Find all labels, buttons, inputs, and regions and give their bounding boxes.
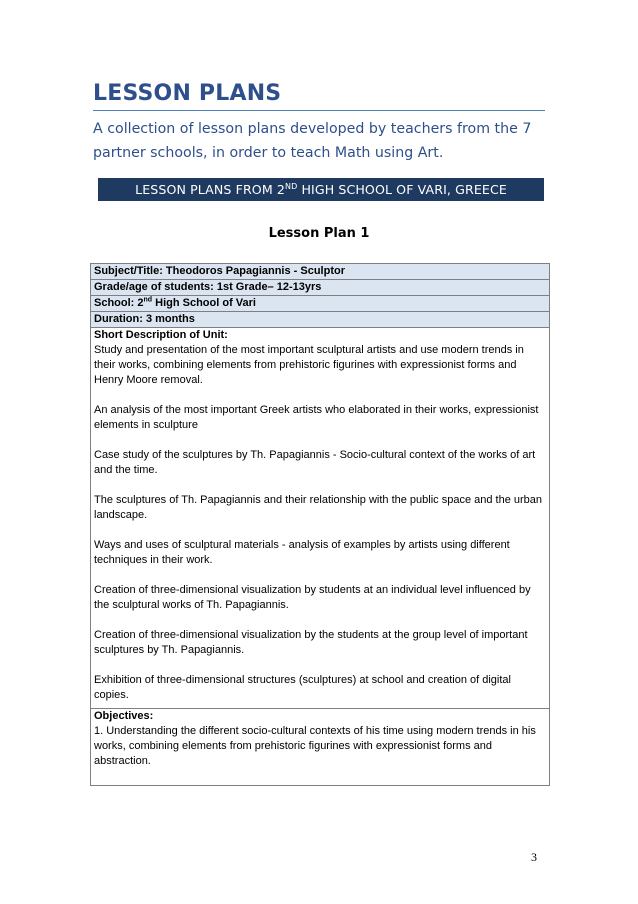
banner-prefix: LESSON PLANS FROM 2 — [135, 182, 285, 197]
description-cell — [91, 328, 550, 709]
lesson-plan-title: Lesson Plan 1 — [268, 226, 370, 241]
description-paragraph: The sculptures of Th. Papagiannis and their relationship with the public space and the urban landscape. — [94, 494, 543, 521]
school-prefix: School: 2 — [94, 297, 144, 309]
page-title: LESSON PLANS — [93, 80, 545, 111]
duration-row — [91, 312, 550, 328]
description-paragraph: Exhibition of three-dimensional structures (sculptures) at school and creation of digital copies. — [94, 674, 511, 701]
grade-cell: Grade/age of students: 1st Grade– 12-13yrs — [91, 280, 550, 296]
banner-suffix: HIGH SCHOOL OF VARI, GREECE — [297, 182, 507, 197]
description-paragraph: Case study of the sculptures by Th. Papagiannis - Socio-cultural context of the works of art and the time. — [94, 449, 536, 476]
school-cell — [91, 296, 550, 312]
school-suffix: High School of Vari — [152, 297, 256, 309]
lesson-plan-table — [90, 263, 550, 786]
school-row — [91, 296, 550, 312]
description-paragraph: Ways and uses of sculptural materials - analysis of examples by artists using different techniques in their work. — [94, 539, 510, 566]
banner-superscript: ND — [285, 181, 298, 191]
description-paragraph: Creation of three-dimensional visualization by the students at the group level of important sculptures by Th. Papagiannis. — [94, 629, 528, 656]
subject-cell: Subject/Title: Theodoros Papagiannis - Sculptor — [91, 264, 550, 280]
objectives-row — [91, 709, 550, 786]
description-label: Short Description of Unit: — [94, 329, 228, 341]
page-number: 3 — [531, 850, 537, 864]
description-row — [91, 328, 550, 709]
section-banner — [98, 178, 544, 201]
school-superscript: nd — [143, 296, 153, 304]
objectives-label: Objectives: — [94, 710, 154, 722]
description-paragraph: Creation of three-dimensional visualization by students at an individual level influenced by the sculptural works of Th. Papagiannis. — [94, 584, 531, 611]
grade-row — [91, 280, 550, 296]
description-paragraph: Study and presentation of the most important sculptural artists and use modern trends in their works, combining elements from prehistoric figurines with expressionist forms and Henry Moore removal. — [94, 344, 524, 386]
description-paragraph: An analysis of the most important Greek artists who elaborated in their works, expressionist elements in sculpture — [94, 404, 539, 431]
duration-cell: Duration: 3 months — [91, 312, 550, 328]
page-subtitle: A collection of lesson plans developed by teachers from the 7 partner schools, in order to teach Math using Art. — [93, 121, 532, 161]
subject-row — [91, 264, 550, 280]
objectives-cell — [91, 709, 550, 786]
objectives-text: 1. Understanding the different socio-cultural contexts of his time using modern trends in his works, combining elements from prehistoric figurines with expressionist forms and abstraction. — [94, 725, 536, 767]
